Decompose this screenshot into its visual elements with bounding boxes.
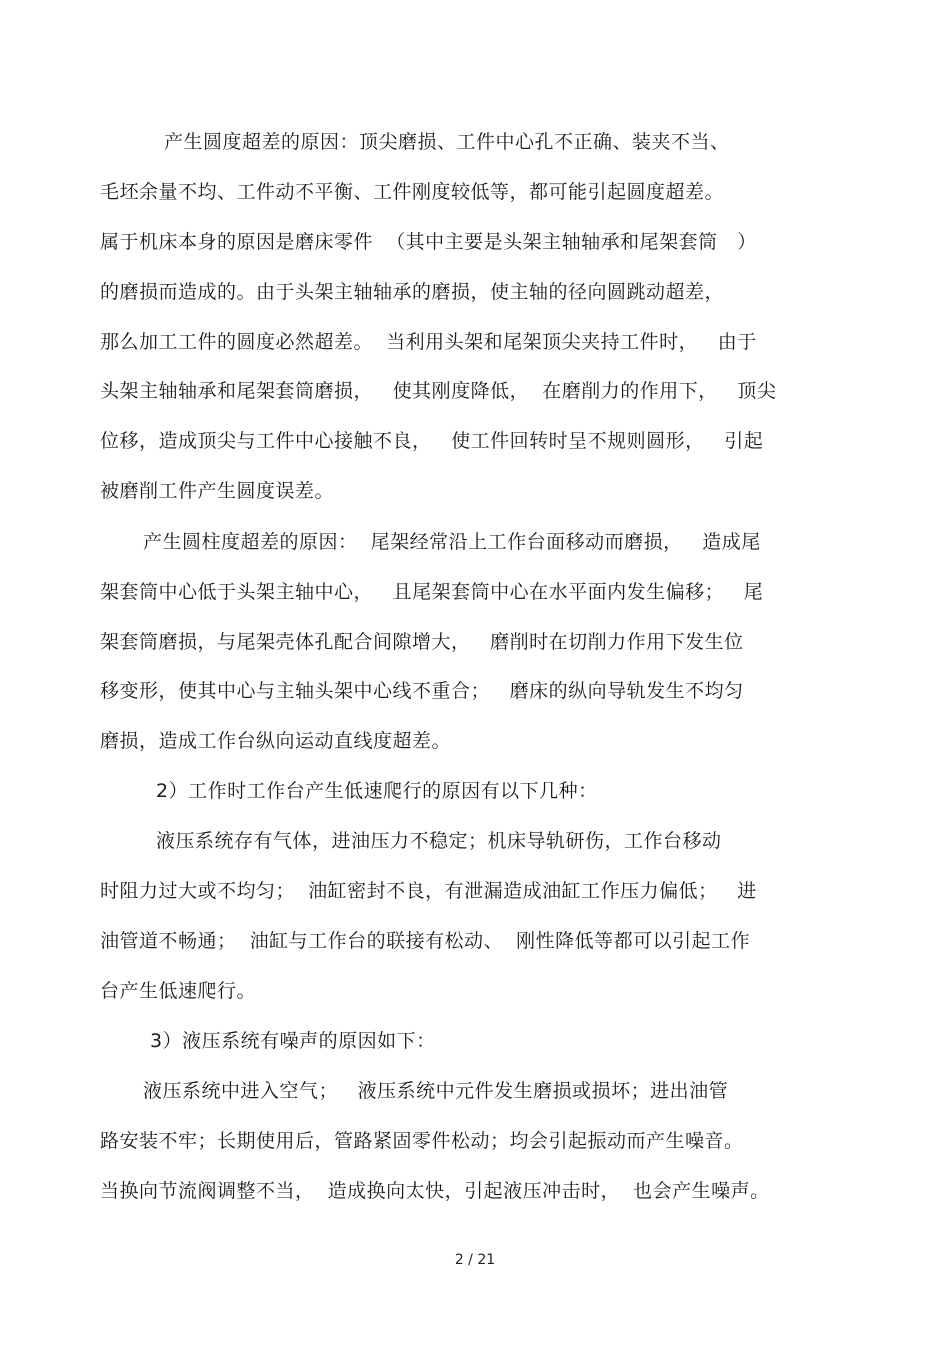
text-line: 产生圆柱度超差的原因： 尾架经常沿上工作台面移动而磨损， 造成尾 bbox=[143, 531, 761, 553]
text-line: 液压系统中进入空气； 液压系统中元件发生磨损或损坏；进出油管 bbox=[143, 1080, 729, 1102]
text-line: 磨损，造成工作台纵向运动直线度超差。 bbox=[100, 730, 452, 752]
text-line: 移变形，使其中心与主轴头架中心线不重合； 磨床的纵向导轨发生不均匀 bbox=[100, 680, 744, 702]
text-line: 油管道不畅通； 油缸与工作台的联接有松动、 刚性降低等都可以引起工作 bbox=[100, 930, 751, 952]
text-line: 位移，造成顶尖与工件中心接触不良， 使工件回转时呈不规则圆形， 引起 bbox=[100, 430, 764, 452]
section-heading: 3）液压系统有噪声的原因如下： bbox=[150, 1030, 436, 1052]
text-line: 毛坯余量不均、工件动不平衡、工件刚度较低等，都可能引起圆度超差。 bbox=[100, 181, 725, 203]
text-line: 液压系统存有气体，进油压力不稳定；机床导轨研伤，工作台移动 bbox=[156, 830, 722, 852]
text-line: 被磨削工件产生圆度误差。 bbox=[100, 480, 335, 502]
text-line: 时阻力过大或不均匀； 油缸密封不良，有泄漏造成油缸工作压力偏低； 进 bbox=[100, 880, 757, 902]
text-line: 路安装不牢；长期使用后，管路紧固零件松动；均会引起振动而产生噪音。 bbox=[100, 1130, 744, 1152]
text-line: 的磨损而造成的。由于头架主轴轴承的磨损，使主轴的径向圆跳动超差， bbox=[100, 281, 725, 303]
text-line: 架套筒磨损，与尾架壳体孔配合间隙增大， 磨削时在切削力作用下发生位 bbox=[100, 631, 744, 653]
section-heading: 2）工作时工作台产生低速爬行的原因有以下几种： bbox=[156, 780, 598, 802]
text-line: 那么加工工件的圆度必然超差。 当利用头架和尾架顶尖夹持工件时， 由于 bbox=[100, 331, 757, 353]
text-line: 架套筒中心低于头架主轴中心， 且尾架套筒中心在水平面内发生偏移； 尾 bbox=[100, 581, 764, 603]
text-line: 属于机床本身的原因是磨床零件 （其中主要是头架主轴轴承和尾架套筒 ） bbox=[100, 231, 757, 253]
text-line: 头架主轴轴承和尾架套筒磨损， 使其刚度降低， 在磨削力的作用下， 顶尖 bbox=[100, 380, 777, 402]
text-line: 产生圆度超差的原因：顶尖磨损、工件中心孔不正确、装夹不当、 bbox=[164, 131, 730, 153]
text-line: 当换向节流阀调整不当， 造成换向太快，引起液压冲击时， 也会产生噪声。 bbox=[100, 1180, 770, 1202]
text-line: 台产生低速爬行。 bbox=[100, 980, 257, 1002]
page-number: 2 / 21 bbox=[454, 1252, 496, 1268]
